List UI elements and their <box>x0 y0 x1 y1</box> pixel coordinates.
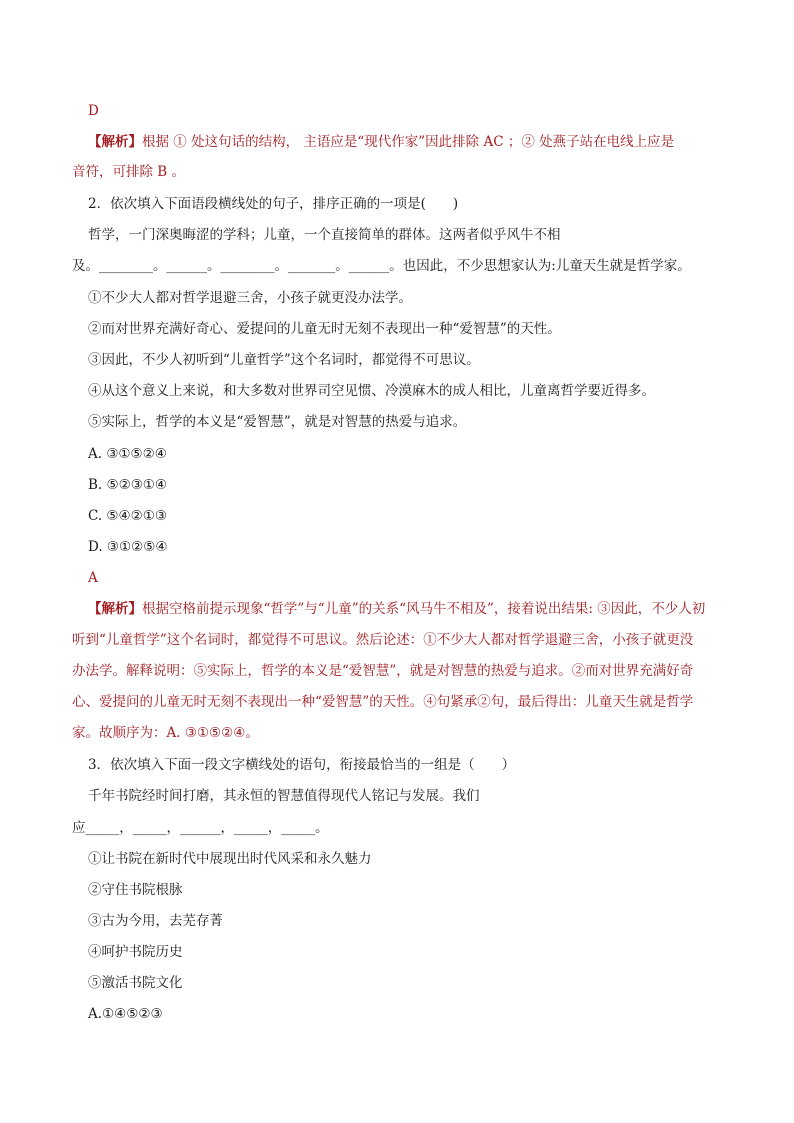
q1-analysis-tag: 【解析】 <box>88 134 142 150</box>
q2-item-3: ③因此，不少人初听到“儿童哲学”这个名词时，都觉得不可思议。 <box>88 352 480 368</box>
q1-analysis-line-1 <box>88 132 674 152</box>
q3-stem: 3．依次填入下面一段文字横线处的语句，衔接最恰当的一组是（ ） <box>88 757 516 773</box>
q2-item-1: ①不少大人都对哲学退避三舍，小孩子就更没办法学。 <box>88 290 412 306</box>
q3-item-3: ③古为今用，去芜存菁 <box>88 913 223 929</box>
q3-item-5: ⑤激活书院文化 <box>88 975 183 991</box>
q2-stem: 2．依次填入下面语段横线处的句子，排序正确的一项是( ) <box>88 196 459 212</box>
q3-option-a: A.①④⑤②③ <box>88 1006 163 1022</box>
q2-passage-line-1: 哲学，一门深奥晦涩的学科；儿童，一个直接简单的群体。这两者似乎风牛不相 <box>88 227 561 243</box>
q1-analysis-text-1: 根据 ① 处这句话的结构， 主语应是“现代作家”因此排除 AC ；② 处燕子站在电线上应是 <box>142 134 675 150</box>
q2-option-a: A. ③①⑤②④ <box>88 446 167 462</box>
q2-option-b: B. ⑤②③①④ <box>88 477 168 493</box>
q2-analysis-line-2: 听到“儿童哲学”这个名词时，都觉得不可思议。然后论述：①不少大人都对哲学退避三舍，小孩子就更没 <box>72 632 694 648</box>
q1-analysis-line-2: 音符，可排除 B 。 <box>72 164 186 180</box>
q2-analysis-line-5: 家。故顺序为：A. ③①⑤②④。 <box>72 725 259 741</box>
q2-item-5: ⑤实际上，哲学的本义是“爱智慧”，就是对智慧的热爱与追求。 <box>88 414 467 430</box>
q3-passage-line-1: 千年书院经时间打磨，其永恒的智慧值得现代人铭记与发展。我们 <box>88 788 480 804</box>
q2-analysis-text-1: 根据空格前提示现象“哲学”与“儿童”的关系“风马牛不相及”，接着说出结果: ③因此，不少人初 <box>142 601 706 617</box>
q2-option-c: C. ⑤④②①③ <box>88 508 167 524</box>
q2-analysis-line-3: 办法学。解释说明：⑤实际上，哲学的本义是“爱智慧”，就是对智慧的热爱与追求。②而对世界充满好奇 <box>72 663 694 679</box>
q2-analysis-line-4: 心、爱提问的儿童无时无刻不表现出一种“爱智慧”的天性。④句紧承②句，最后得出：儿童天生就是哲学 <box>72 694 694 710</box>
q2-analysis-line-1 <box>88 599 705 619</box>
q2-passage-line-2: 及。________。______。________。_______。______。也因此，不少思想家认为:儿童天生就是哲学家。 <box>72 258 691 274</box>
q3-item-1: ①让书院在新时代中展现出时代风采和永久魅力 <box>88 851 372 867</box>
q2-answer: A <box>88 570 98 586</box>
q3-passage-line-2: 应_____，_____，______，_____，_____。 <box>72 820 329 836</box>
q2-item-4: ④从这个意义上来说，和大多数对世界司空见惯、冷漠麻木的成人相比，儿童离哲学要近得多。 <box>88 383 655 399</box>
q2-option-d: D. ③①②⑤④ <box>88 539 168 555</box>
q2-item-2: ②而对世界充满好奇心、爱提问的儿童无时无刻不表现出一种“爱智慧”的天性。 <box>88 321 561 337</box>
q3-item-2: ②守住书院根脉 <box>88 882 183 898</box>
q2-analysis-tag: 【解析】 <box>88 601 142 617</box>
q3-item-4: ④呵护书院历史 <box>88 944 183 960</box>
q1-answer: D <box>88 103 99 119</box>
